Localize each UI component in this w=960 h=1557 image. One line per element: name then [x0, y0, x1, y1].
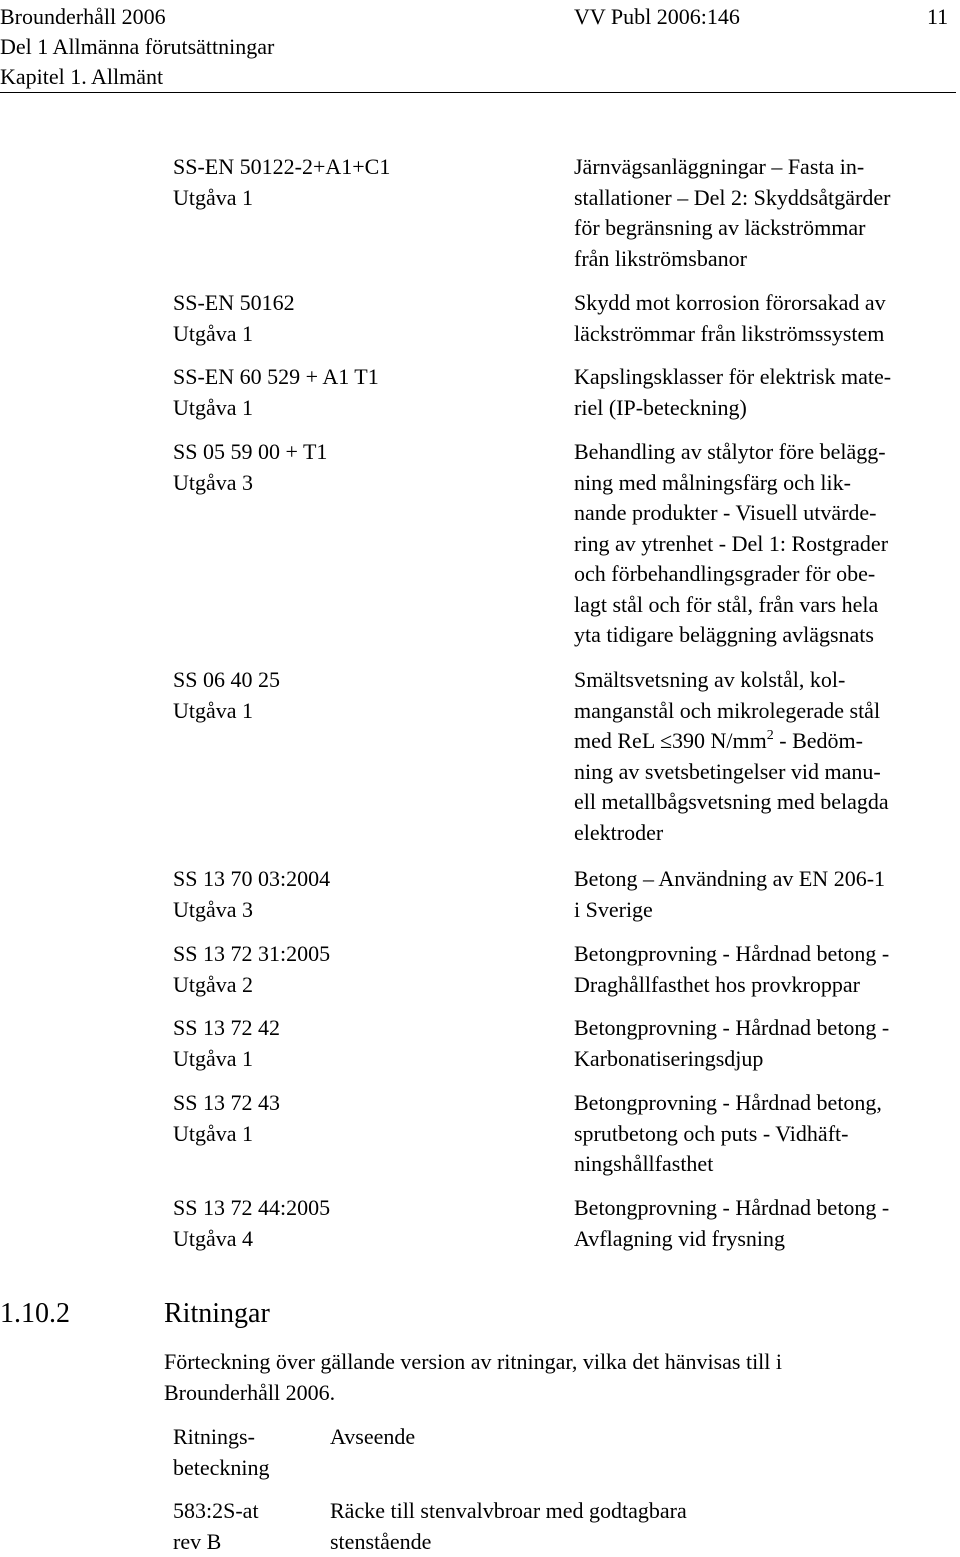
header-text: Avseende: [330, 1422, 950, 1453]
standard-code-line: SS 06 40 25: [173, 665, 553, 696]
standard-description-line: lagt stål och för stål, från vars hela: [574, 590, 958, 621]
superscript: 2: [767, 728, 774, 743]
formula-text-tail: - Bedöm-: [774, 728, 863, 753]
standard-description: [574, 864, 958, 925]
section-title: Ritningar: [164, 1298, 270, 1329]
standard-description-line: i Sverige: [574, 895, 958, 926]
standard-description-line: stallationer – Del 2: Skyddsåtgärder: [574, 183, 958, 214]
intro-line: Brounderhåll 2006.: [164, 1378, 954, 1409]
standard-code: [173, 437, 553, 498]
publication-number: VV Publ 2006:146: [574, 2, 740, 33]
standard-description-line: nande produkter - Visuell utvärde-: [574, 498, 958, 529]
column-header-designation: [173, 1422, 323, 1483]
standard-code: [173, 1013, 553, 1074]
standard-code: [173, 1193, 553, 1254]
standard-description-line: Behandling av stålytor före belägg-: [574, 437, 958, 468]
standard-code-line: SS 13 72 44:2005: [173, 1193, 553, 1224]
header-text: Ritnings-: [173, 1422, 323, 1453]
standard-description-line: ningshållfasthet: [574, 1149, 958, 1180]
document-title: Brounderhåll 2006: [0, 2, 166, 33]
standard-code-line: Utgåva 2: [173, 970, 553, 1001]
chapter-title: Kapitel 1. Allmänt: [0, 62, 163, 93]
standard-description-line: Karbonatiseringsdjup: [574, 1044, 958, 1075]
standard-code-line: Utgåva 4: [173, 1224, 553, 1255]
standard-description-line: riel (IP-beteckning): [574, 393, 958, 424]
standard-code-line: SS 13 70 03:2004: [173, 864, 553, 895]
standard-description-line: Betong – Användning av EN 206-1: [574, 864, 958, 895]
standard-description: [574, 1013, 958, 1074]
standard-code-line: SS 13 72 42: [173, 1013, 553, 1044]
page-number: 11: [927, 2, 948, 33]
standard-description-line: sprutbetong och puts - Vidhäft-: [574, 1119, 958, 1150]
standard-description: [574, 939, 958, 1000]
standard-description-line: från likströmsbanor: [574, 244, 958, 275]
standard-description: [574, 152, 958, 274]
standard-description: [574, 362, 958, 423]
drawing-id-text: 583:2S-at: [173, 1496, 323, 1527]
drawing-id-text: rev B: [173, 1527, 323, 1557]
standard-code-line: SS 05 59 00 + T1: [173, 437, 553, 468]
standard-description-line: manganstål och mikrolegerade stål: [574, 696, 958, 727]
page-header: [0, 0, 956, 93]
standard-description-line: Smältsvetsning av kolstål, kol-: [574, 665, 958, 696]
standard-description: [574, 288, 958, 349]
standard-description-line: Draghållfasthet hos provkroppar: [574, 970, 958, 1001]
standard-code: [173, 288, 553, 349]
standard-description-line: Betongprovning - Hårdnad betong -: [574, 1013, 958, 1044]
standard-code-line: SS 13 72 31:2005: [173, 939, 553, 970]
standard-code-line: SS 13 72 43: [173, 1088, 553, 1119]
standard-code: [173, 864, 553, 925]
standard-description-line: elektroder: [574, 818, 958, 849]
standard-code-line: Utgåva 1: [173, 1119, 553, 1150]
standard-code-line: Utgåva 1: [173, 183, 553, 214]
standard-description-line: yta tidigare beläggning avlägsnats: [574, 620, 958, 651]
standard-description-line: Avflagning vid frysning: [574, 1224, 958, 1255]
standard-description-line: Betongprovning - Hårdnad betong -: [574, 939, 958, 970]
standard-description-line: Betongprovning - Hårdnad betong,: [574, 1088, 958, 1119]
standard-code-line: Utgåva 1: [173, 696, 553, 727]
standard-description-line: ring av ytrenhet - Del 1: Rostgrader: [574, 529, 958, 560]
header-text: beteckning: [173, 1453, 323, 1484]
drawing-subject-text: Räcke till stenvalvbroar med godtagbara: [330, 1496, 950, 1527]
standard-code: [173, 939, 553, 1000]
section-heading: [0, 1296, 270, 1332]
standard-code-line: Utgåva 1: [173, 393, 553, 424]
standard-description-line: ning av svetsbetingelser vid manu-: [574, 757, 958, 788]
standard-description-line: ning med målningsfärg och lik-: [574, 468, 958, 499]
standard-code-line: Utgåva 3: [173, 468, 553, 499]
standard-description: [574, 1193, 958, 1254]
part-title: Del 1 Allmänna förutsättningar: [0, 32, 274, 63]
standard-code: [173, 362, 553, 423]
standard-description-line-with-superscript: [574, 726, 958, 757]
standard-description: [574, 437, 958, 651]
standard-code-line: Utgåva 3: [173, 895, 553, 926]
standard-description: [574, 1088, 958, 1180]
standard-code-line: SS-EN 60 529 + A1 T1: [173, 362, 553, 393]
drawing-id: [173, 1496, 323, 1557]
standard-description-line: Järnvägsanläggningar – Fasta in-: [574, 152, 958, 183]
standard-code-line: Utgåva 1: [173, 319, 553, 350]
standard-code-line: SS-EN 50122-2+A1+C1: [173, 152, 553, 183]
section-number: 1.10.2: [0, 1296, 164, 1332]
standard-description-line: Kapslingsklasser för elektrisk mate-: [574, 362, 958, 393]
standard-description-line: och förbehandlingsgrader för obe-: [574, 559, 958, 590]
column-header-subject: [330, 1422, 950, 1453]
standard-code: [173, 152, 553, 213]
standard-description-line: Betongprovning - Hårdnad betong -: [574, 1193, 958, 1224]
standard-description-line: läckströmmar från likströmssystem: [574, 319, 958, 350]
intro-line: Förteckning över gällande version av ritningar, vilka det hänvisas till i: [164, 1347, 954, 1378]
section-intro: [164, 1347, 954, 1408]
standard-code-line: SS-EN 50162: [173, 288, 553, 319]
standard-description-line: för begränsning av läckströmmar: [574, 213, 958, 244]
standard-description: [574, 665, 958, 848]
standard-code: [173, 1088, 553, 1149]
standard-description-line: ell metallbågsvetsning med belagda: [574, 787, 958, 818]
standard-code: [173, 665, 553, 726]
standard-code-line: Utgåva 1: [173, 1044, 553, 1075]
drawing-subject-text: stenstående: [330, 1527, 950, 1557]
standard-description-line: Skydd mot korrosion förorsakad av: [574, 288, 958, 319]
formula-text: med ReL ≤390 N/mm: [574, 728, 767, 753]
drawing-subject: [330, 1496, 950, 1557]
